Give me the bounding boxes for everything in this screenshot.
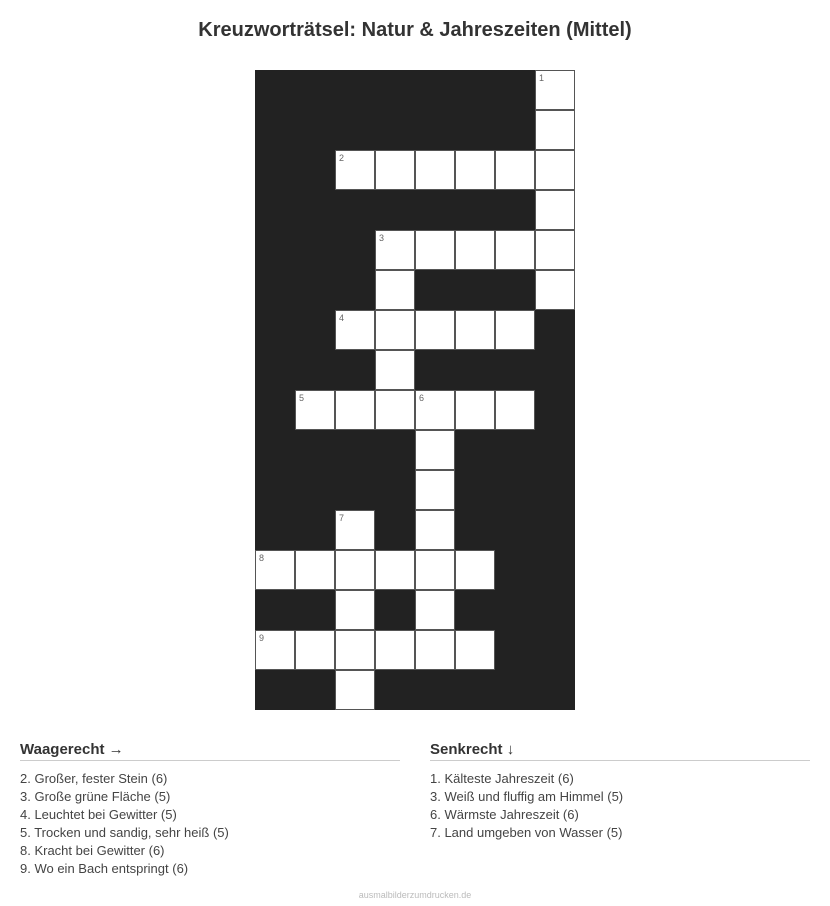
clue-number: 8: [259, 553, 265, 563]
grid-cell[interactable]: [495, 310, 535, 350]
grid-cell[interactable]: [415, 510, 455, 550]
down-clues: [430, 741, 810, 842]
crossword-grid: [255, 70, 575, 710]
grid-cell[interactable]: [295, 630, 335, 670]
grid-cell[interactable]: [535, 150, 575, 190]
grid-cell[interactable]: [375, 390, 415, 430]
grid-cell[interactable]: [335, 670, 375, 710]
grid-cell[interactable]: [295, 550, 335, 590]
across-heading: Waagerecht →: [20, 741, 400, 761]
grid-cell[interactable]: [415, 590, 455, 630]
across-clue: 9. Wo ein Bach entspringt (6): [20, 861, 189, 876]
grid-cell[interactable]: [415, 230, 455, 270]
page-title: Kreuzworträtsel: Natur & Jahreszeiten (Mittel): [198, 19, 632, 41]
grid-cell[interactable]: [455, 310, 495, 350]
down-clue-list: [430, 770, 810, 842]
grid-cell[interactable]: [335, 550, 375, 590]
grid-cell[interactable]: [415, 310, 455, 350]
grid-cell[interactable]: [335, 510, 375, 550]
grid-cell[interactable]: [455, 230, 495, 270]
grid-cell[interactable]: [415, 630, 455, 670]
clue-number: 6: [419, 393, 425, 403]
grid-cell[interactable]: [375, 630, 415, 670]
grid-cell[interactable]: [455, 390, 495, 430]
grid-cell[interactable]: [255, 550, 295, 590]
clue-number: 2: [339, 153, 345, 163]
footer-credit: ausmalbilderzumdrucken.de: [358, 890, 472, 900]
grid-cell[interactable]: [335, 630, 375, 670]
grid-cell[interactable]: [335, 310, 375, 350]
clue-number: 3: [379, 233, 385, 243]
grid-cell[interactable]: [535, 230, 575, 270]
clue-number: 4: [339, 313, 345, 323]
down-clue: 1. Kälteste Jahreszeit (6): [430, 771, 574, 786]
grid-cell[interactable]: [375, 270, 415, 310]
grid-cell[interactable]: [255, 630, 295, 670]
grid-cell[interactable]: [455, 550, 495, 590]
down-heading: Senkrecht ↓: [430, 741, 810, 761]
clue-number: 1: [539, 73, 545, 83]
grid-cell[interactable]: [415, 430, 455, 470]
across-clue: 3. Große grüne Fläche (5): [20, 789, 171, 804]
grid-cell[interactable]: [535, 110, 575, 150]
grid-cell[interactable]: [335, 590, 375, 630]
grid-cell[interactable]: [415, 390, 455, 430]
down-clue: 6. Wärmste Jahreszeit (6): [430, 807, 579, 822]
grid-cell[interactable]: [335, 150, 375, 190]
grid-cell[interactable]: [415, 150, 455, 190]
grid-cell[interactable]: [415, 550, 455, 590]
grid-cell[interactable]: [295, 390, 335, 430]
grid-cell[interactable]: [375, 550, 415, 590]
across-clue: 2. Großer, fester Stein (6): [20, 771, 168, 786]
grid-cell[interactable]: [375, 150, 415, 190]
grid-cell[interactable]: [375, 230, 415, 270]
grid-cell[interactable]: [375, 350, 415, 390]
grid-cell[interactable]: [375, 310, 415, 350]
grid-cell[interactable]: [335, 390, 375, 430]
across-clue: 4. Leuchtet bei Gewitter (5): [20, 807, 177, 822]
grid-cell[interactable]: [535, 70, 575, 110]
across-clue: 8. Kracht bei Gewitter (6): [20, 843, 165, 858]
across-clue: 5. Trocken und sandig, sehr heiß (5): [20, 825, 229, 840]
grid-cell[interactable]: [535, 190, 575, 230]
grid-cell[interactable]: [495, 230, 535, 270]
across-clue-list: [20, 770, 400, 878]
grid-cell[interactable]: [535, 270, 575, 310]
clue-number: 5: [299, 393, 305, 403]
grid-cell[interactable]: [455, 630, 495, 670]
clue-number: 9: [259, 633, 265, 643]
down-clue: 7. Land umgeben von Wasser (5): [430, 825, 623, 840]
grid-cell[interactable]: [495, 150, 535, 190]
down-clue: 3. Weiß und fluffig am Himmel (5): [430, 789, 624, 804]
grid-cell[interactable]: [415, 470, 455, 510]
grid-cell[interactable]: [495, 390, 535, 430]
clue-number: 7: [339, 513, 345, 523]
grid-cell[interactable]: [455, 150, 495, 190]
across-clues: [20, 741, 400, 878]
